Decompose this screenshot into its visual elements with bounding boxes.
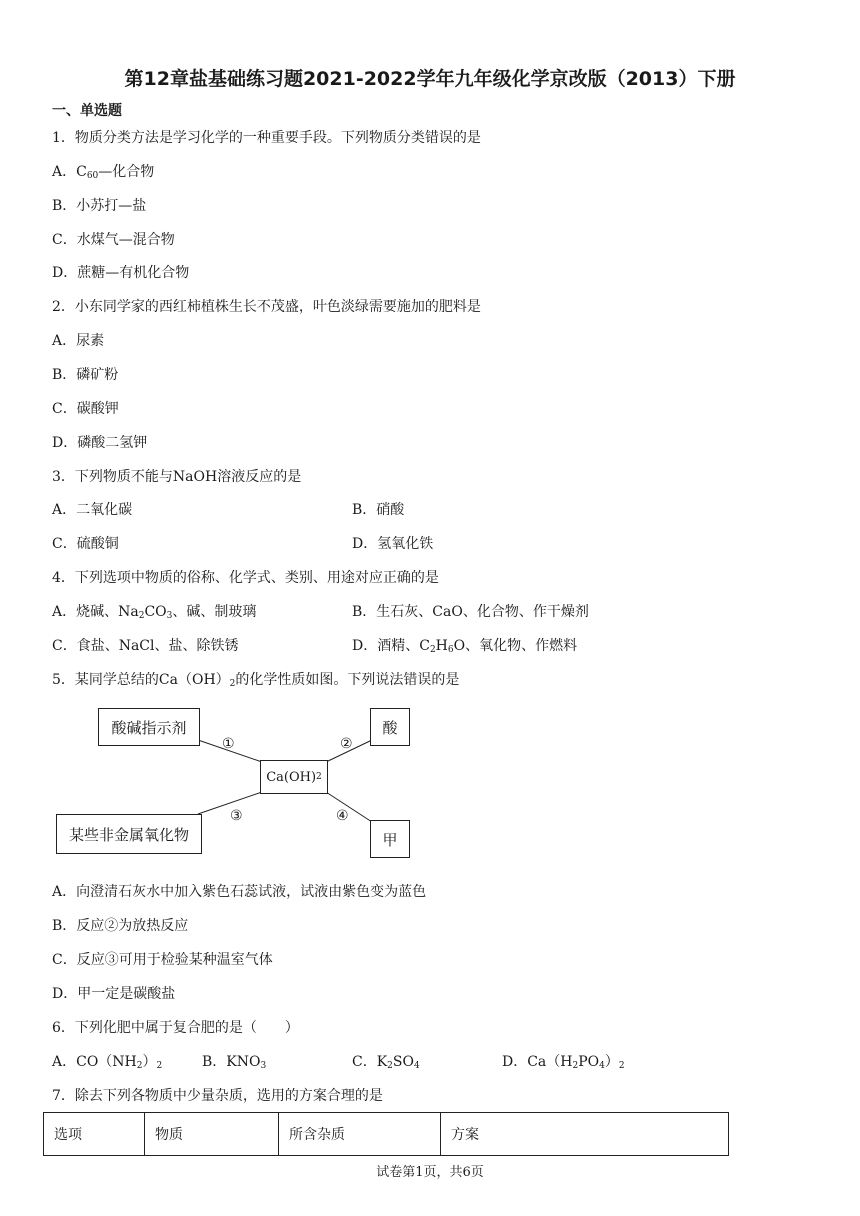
box-acid: 酸	[370, 708, 410, 746]
q3-option-b: B．硝酸	[352, 502, 405, 518]
q2-option-d: D．磷酸二氢钾	[52, 435, 148, 451]
label-reaction-1: ①	[222, 736, 235, 752]
section-heading: 一、单选题	[52, 103, 122, 119]
q4-stem: 4．下列选项中物质的俗称、化学式、类别、用途对应正确的是	[52, 570, 439, 586]
q2-stem: 2．小东同学家的西红柿植株生长不茂盛，叶色淡绿需要施加的肥料是	[52, 299, 481, 315]
q1-option-c: C．水煤气—混合物	[52, 232, 175, 248]
box-nonmetal-oxides: 某些非金属氧化物	[56, 814, 202, 854]
q6-option-a: A．$CO(NH_2)_2$	[52, 1054, 163, 1071]
box-jia: 甲	[370, 820, 410, 858]
q3-option-d: D．氢氧化铁	[352, 536, 434, 552]
q1-option-b: B．小苏打—盐	[52, 198, 147, 214]
q6-option-b: B．$KNO_3$	[202, 1054, 267, 1071]
page-footer: 试卷第1页，共6页	[376, 1165, 484, 1180]
q6-stem: 6．下列化肥中属于复合肥的是（ ）	[52, 1020, 299, 1036]
q4-option-b: B．生石灰、CaO、化合物、作干燥剂	[352, 604, 589, 620]
box-acid-base-indicator: 酸碱指示剂	[98, 708, 200, 746]
label-reaction-2: ②	[340, 736, 353, 752]
header-substance: 物质	[145, 1113, 279, 1156]
q6-option-c: C．$K_2SO_4$	[352, 1054, 420, 1071]
q2-option-a: A．尿素	[52, 333, 105, 349]
q5-stem: 5．某同学总结的$Ca(OH)_2$的化学性质如图。下列说法错误的是	[52, 672, 460, 689]
q7-stem: 7．除去下列各物质中少量杂质，选用的方案合理的是	[52, 1088, 383, 1104]
page-title: 第12章盐基础练习题2021-2022学年九年级化学京改版（2013）下册	[124, 68, 736, 90]
q3-stem: 3．下列物质不能与NaOH溶液反应的是	[52, 469, 302, 485]
label-reaction-3: ③	[230, 808, 243, 824]
q6-option-d: D．$Ca(H_2PO_4)_2$	[502, 1054, 625, 1071]
header-impurity: 所含杂质	[279, 1113, 441, 1156]
q4-option-d: D．酒精、$C_2H_6O$、氧化物、作燃料	[352, 638, 578, 655]
q1-option-d: D．蔗糖—有机化合物	[52, 265, 190, 281]
q1-stem: 1．物质分类方法是学习化学的一种重要手段。下列物质分类错误的是	[52, 130, 481, 146]
q1-option-a: A．$C_{60}—$化合物	[52, 164, 155, 181]
q5-option-b: B．反应②为放热反应	[52, 918, 189, 934]
q3-option-a: A．二氧化碳	[52, 502, 133, 518]
label-reaction-4: ④	[336, 808, 349, 824]
q5-option-d: D．甲一定是碳酸盐	[52, 986, 176, 1002]
q2-option-c: C．碳酸钾	[52, 401, 119, 417]
box-calcium-hydroxide: Ca(OH) 2	[260, 760, 328, 794]
q4-option-a: A．烧碱、$Na_2CO_3$、碱、制玻璃	[52, 604, 257, 621]
header-method: 方案	[441, 1113, 729, 1156]
q7-options-table	[43, 1112, 729, 1156]
header-option: 选项	[44, 1113, 145, 1156]
connector-4	[326, 792, 372, 822]
q5-option-a: A．向澄清石灰水中加入紫色石蕊试液，试液由紫色变为蓝色	[52, 884, 427, 900]
q2-option-b: B．磷矿粉	[52, 367, 119, 383]
q3-option-c: C．硫酸铜	[52, 536, 119, 552]
caoh2-properties-diagram	[50, 700, 430, 870]
table-header-row	[44, 1113, 729, 1156]
q5-option-c: C．反应③可用于检验某种温室气体	[52, 952, 273, 968]
q4-option-c: C．食盐、NaCl、盐、除铁锈	[52, 638, 239, 654]
